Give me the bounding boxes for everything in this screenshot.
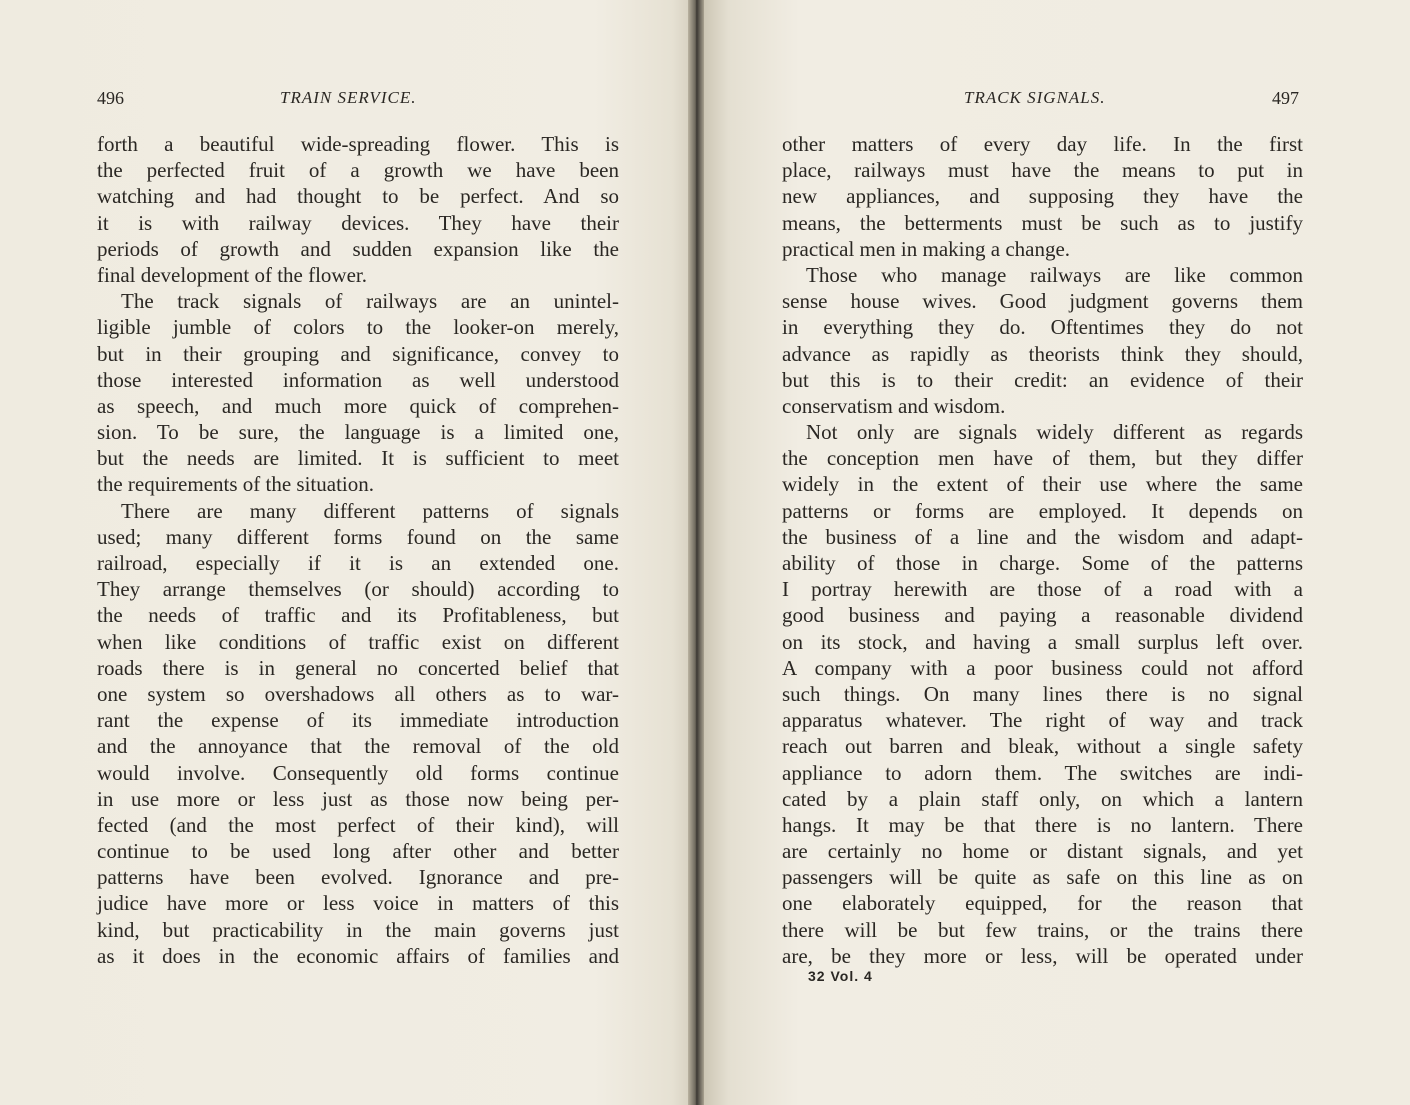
text-line: apparatus whatever. The right of way and track xyxy=(782,708,1303,733)
text-line: appliance to adorn them. The switches are indi- xyxy=(782,760,1303,785)
text-line: means, the betterments must be such as to justify xyxy=(782,210,1303,235)
text-line: forth a beautiful wide-spreading flower. This is xyxy=(97,132,619,156)
text-line: Those who manage railways are like common xyxy=(806,262,1303,287)
text-line: practical men in making a change. xyxy=(782,236,1071,261)
text-line: watching and had thought to be perfect. And so xyxy=(97,184,619,209)
text-line: They arrange themselves (or should) according to xyxy=(97,577,619,602)
text-line: passengers will be quite as safe on this line as on xyxy=(782,865,1303,890)
text-line: sense house wives. Good judgment governs them xyxy=(782,289,1303,314)
text-line: periods of growth and sudden expansion like the xyxy=(97,236,619,261)
text-line: there will be but few trains, or the trains there xyxy=(782,917,1303,942)
text-line: on its stock, and having a small surplus left over. xyxy=(782,629,1303,654)
text-line: judice have more or less voice in matters of this xyxy=(97,891,619,916)
left-body-text xyxy=(97,131,619,969)
right-page xyxy=(700,0,1410,1105)
text-line: patterns have been evolved. Ignorance and pre- xyxy=(97,865,619,890)
text-line: rant the expense of its immediate introduction xyxy=(97,708,619,733)
text-line: and the annoyance that the removal of the old xyxy=(97,734,619,759)
left-page-number: 496 xyxy=(97,88,124,108)
text-line: good business and paying a reasonable dividend xyxy=(782,603,1303,628)
text-line: those interested information as well understood xyxy=(97,367,619,392)
text-line: hangs. It may be that there is no lantern. There xyxy=(782,812,1303,837)
text-line: are, be they more or less, will be operated under xyxy=(782,943,1303,968)
right-running-head: TRACK SIGNALS. xyxy=(964,88,1106,107)
text-line: widely in the extent of their use where the same xyxy=(782,472,1303,497)
text-line: it is with railway devices. They have their xyxy=(97,210,619,235)
text-line: advance as rapidly as theorists think they should, xyxy=(782,341,1303,366)
text-line: the business of a line and the wisdom and adapt- xyxy=(782,524,1303,549)
left-running-head: TRAIN SERVICE. xyxy=(280,88,417,107)
text-line: ligible jumble of colors to the looker-on merely, xyxy=(97,315,619,340)
text-line: Not only are signals widely different as regards xyxy=(806,420,1303,445)
text-line: such things. On many lines there is no signal xyxy=(782,681,1303,706)
text-line: roads there is in general no concerted belief that xyxy=(97,655,619,680)
text-line: as speech, and much more quick of comprehen- xyxy=(97,393,619,418)
text-line: patterns or forms are employed. It depends on xyxy=(782,498,1303,523)
text-line: are certainly no home or distant signals, and yet xyxy=(782,839,1303,864)
text-line: one system so overshadows all others as to war- xyxy=(97,681,619,706)
left-page xyxy=(0,0,700,1105)
text-line: sion. To be sure, the language is a limited one, xyxy=(97,420,619,445)
text-line: in use more or less just as those now being per- xyxy=(97,786,619,811)
text-line: cated by a plain staff only, on which a lantern xyxy=(782,786,1303,811)
text-line: but in their grouping and significance, convey to xyxy=(97,341,619,366)
text-line: ability of those in charge. Some of the patterns xyxy=(782,551,1303,575)
text-line: I portray herewith are those of a road with a xyxy=(782,577,1303,602)
text-line: The track signals of railways are an unintel- xyxy=(121,289,619,314)
text-line: reach out barren and bleak, without a single safety xyxy=(782,734,1303,759)
text-line: but the needs are limited. It is sufficient to meet xyxy=(97,446,619,471)
text-line: continue to be used long after other and better xyxy=(97,839,619,864)
text-line: There are many different patterns of signals xyxy=(121,498,619,523)
text-line: final development of the flower. xyxy=(97,262,367,287)
text-line: railroad, especially if it is an extended one. xyxy=(97,551,619,575)
text-line: place, railways must have the means to put in xyxy=(782,158,1303,183)
text-line: the needs of traffic and its Profitableness, but xyxy=(97,603,619,628)
right-page-number: 497 xyxy=(1272,88,1299,108)
text-line: the requirements of the situation. xyxy=(97,472,375,497)
text-line: conservatism and wisdom. xyxy=(782,393,1006,418)
text-line: new appliances, and supposing they have the xyxy=(782,184,1303,209)
text-line: the perfected fruit of a growth we have been xyxy=(97,158,619,183)
text-line: other matters of every day life. In the first xyxy=(782,132,1303,156)
text-line: when like conditions of traffic exist on different xyxy=(97,629,619,654)
text-line: but this is to their credit: an evidence of their xyxy=(782,367,1303,392)
right-body-text xyxy=(782,131,1303,969)
text-line: used; many different forms found on the same xyxy=(97,524,619,549)
text-line: in everything they do. Oftentimes they do not xyxy=(782,315,1303,340)
text-line: fected (and the most perfect of their kind), will xyxy=(97,812,619,837)
text-line: the conception men have of them, but they differ xyxy=(782,446,1303,471)
book-gutter xyxy=(688,0,704,1105)
signature-mark: 32 Vol. 4 xyxy=(808,968,873,984)
text-line: A company with a poor business could not afford xyxy=(782,655,1303,680)
text-line: one elaborately equipped, for the reason that xyxy=(782,891,1303,916)
text-line: would involve. Consequently old forms continue xyxy=(97,760,619,785)
text-line: as it does in the economic affairs of families and xyxy=(97,943,619,968)
text-line: kind, but practicability in the main governs just xyxy=(97,917,619,942)
